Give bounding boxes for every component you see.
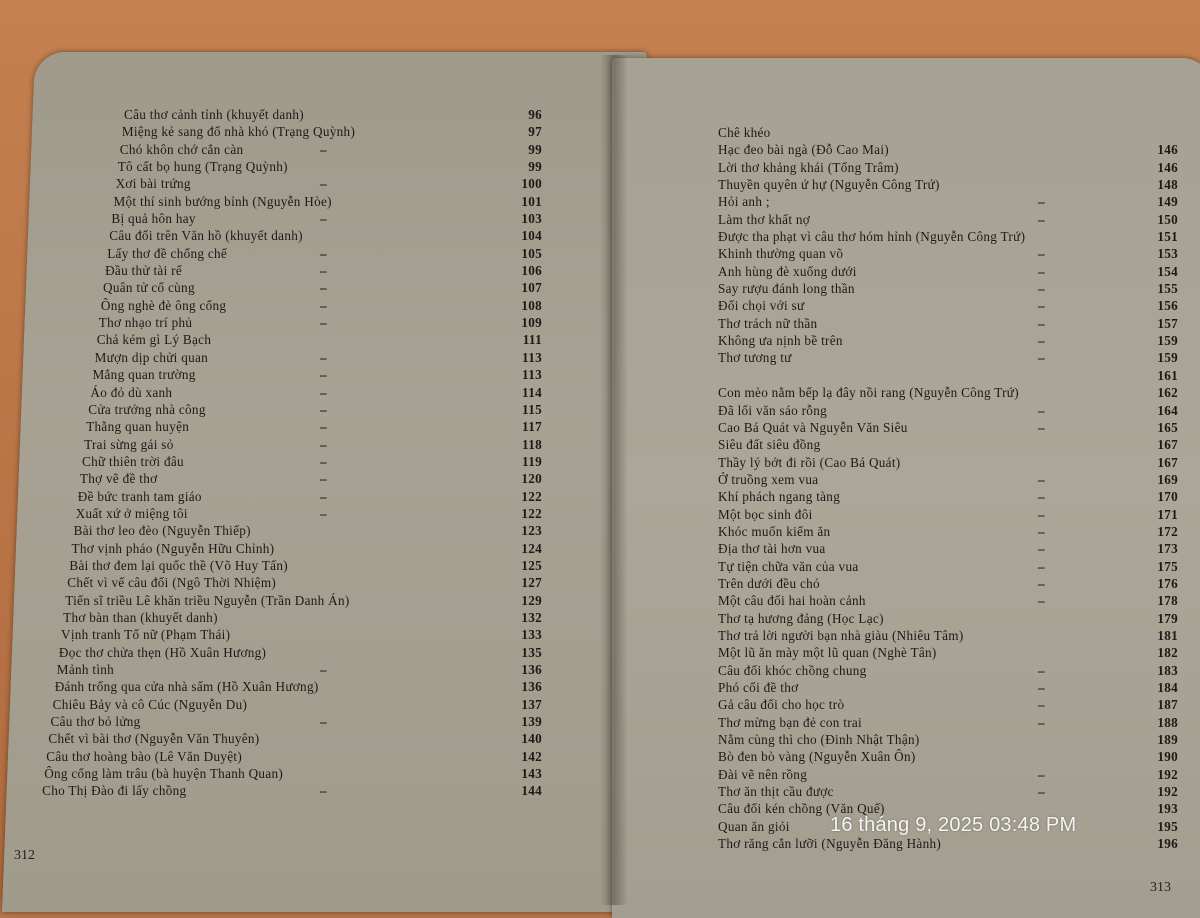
toc-entry [718,402,1188,419]
toc-entry-page: 189 [1157,732,1178,748]
toc-entry-title: Thơ bàn than (khuyết danh) [63,609,218,625]
toc-entry-page: 144 [521,783,542,799]
toc-entry [718,610,1188,627]
toc-entry-title: Một bọc sinh đôi [718,506,813,522]
toc-entry-page: 140 [521,731,542,747]
toc-entry [40,384,560,401]
toc-entry [40,175,560,192]
toc-entry-page: 136 [521,662,542,677]
toc-entry-title: Địa thơ tài hơn vua [718,541,826,557]
toc-entry-page: 96 [528,107,542,122]
right-page-number: 313 [1150,880,1171,895]
toc-entry-page: 106 [521,263,542,279]
toc-entry-dash: – [320,384,327,400]
toc-entry [40,470,560,487]
toc-entry-dash: – [320,419,327,435]
toc-entry-dash: – [320,297,327,313]
toc-entry-page: 146 [1157,142,1178,158]
toc-entry-dash: – [1038,558,1045,574]
toc-entry [40,678,560,695]
toc-entry [718,471,1188,488]
toc-entry-page: 179 [1157,610,1178,626]
toc-entry [40,540,560,557]
toc-entry-title: Được tha phạt vì câu thơ hóm hỉnh (Nguyễn Công Trứ) [718,229,1026,245]
toc-entry-title: Hỏi anh ; [718,194,770,210]
toc-entry-page: 100 [521,176,542,192]
toc-entry-dash: – [320,471,327,487]
toc-entry-title: Trên dưới đều chó [718,575,820,591]
toc-entry-page: 139 [521,714,542,730]
toc-entry-title: Chê khéo [718,125,771,140]
toc-entry [718,228,1188,245]
toc-entry-dash: – [1038,593,1045,609]
toc-entry-dash: – [1038,402,1045,418]
toc-entry-dash: – [1038,714,1045,730]
toc-entry-title: Gả câu đối cho học trò [718,697,845,713]
toc-entry-title: Chết vì vế câu đối (Ngô Thời Nhiệm) [67,575,277,591]
toc-entry-page: 123 [521,523,542,539]
toc-entry-title: Khinh thường quan võ [718,246,844,262]
toc-entry [40,297,560,314]
toc-entry [40,748,560,765]
toc-entry-dash: – [320,453,327,469]
toc-entry-title: Thơ mừng bạn đẻ con trai [718,714,863,730]
toc-entry-title: Đầu thử tài rể [105,263,182,279]
toc-entry [40,262,560,279]
book-gutter [600,55,628,905]
toc-entry [718,488,1188,505]
toc-entry-dash: – [1038,350,1045,366]
toc-entry-title: Ở truồng xem vua [718,471,819,487]
toc-entry-page: 132 [521,609,542,625]
toc-entry [40,488,560,505]
toc-entry-title: Thơ trả lời người bạn nhà giàu (Nhiêu Tâm) [718,627,964,643]
toc-entry-title: Siêu đất siêu đồng [718,437,821,453]
toc-entry-page: 124 [521,540,542,556]
toc-entry-title: Đề bức tranh tam giáo [77,488,202,504]
toc-entry-page: 171 [1157,506,1178,522]
toc-entry [718,263,1188,280]
toc-entry-title: Đã lối văn sáo rỗng [718,402,827,418]
toc-entry-title: Miệng kẻ sang đố nhà khó (Trạng Quỳnh) [121,124,356,140]
toc-entry [40,782,560,799]
toc-entry [718,558,1188,575]
toc-entry-page: 125 [521,557,542,573]
toc-entry [718,592,1188,609]
toc-entry [40,592,560,609]
toc-entry-title: Cửa trướng nhà công [88,401,206,417]
toc-entry-page: 192 [1157,766,1178,782]
toc-entry-title: Nằm cùng thì cho (Đinh Nhật Thận) [718,732,920,748]
toc-entry-title: Thơ tạ hương đảng (Học Lạc) [718,610,884,626]
toc-entry-page: 182 [1157,645,1178,661]
toc-entry-title: Chữ thiên trời đâu [82,453,184,469]
toc-entry-page: 153 [1157,246,1178,262]
toc-entry-title: Câu thơ bỏ lửng [50,714,141,730]
toc-entry-page: 133 [521,627,542,643]
toc-entry-page: 183 [1157,662,1178,678]
toc-entry-title: Mượn dịp chửi quan [94,349,209,365]
toc-entry-dash: – [1038,541,1045,557]
toc-entry-page: 120 [521,471,542,487]
toc-entry-title: Chó khôn chớ cắn càn [119,141,244,157]
toc-entry-page: 167 [1157,437,1178,453]
toc-entry-title: Tô cất bọ hung (Trạng Quỳnh) [117,159,288,175]
toc-entry-dash: – [1038,697,1045,713]
toc-entry [718,349,1188,366]
toc-entry-page: 142 [521,748,542,764]
toc-entry-title: Anh hùng đè xuống dưới [718,263,857,279]
toc-entry [718,627,1188,644]
toc-entry-dash: – [1038,489,1045,505]
toc-entry-page: 162 [1157,385,1178,401]
toc-entry [40,453,560,470]
toc-entry-title: Mảnh tình [56,662,115,677]
toc-entry-dash: – [320,714,327,730]
toc-entry-page: 119 [522,453,542,469]
toc-entry-page: 195 [1157,818,1178,834]
toc-entry-title: Một lũ ăn mày một lũ quan (Nghè Tân) [718,645,937,661]
toc-entry-page: 135 [521,644,542,660]
toc-entry-dash: – [320,401,327,417]
toc-entry [718,748,1188,765]
toc-entry-title: Thằng quan huyện [86,419,190,435]
toc-entry-title: Thơ trách nữ thần [718,315,818,331]
toc-entry-title: Thầy lý bớt đi rồi (Cao Bá Quát) [718,454,901,470]
toc-entry-dash: – [320,211,327,227]
toc-entry-dash: – [320,436,327,452]
toc-entry-page: 122 [521,488,542,504]
toc-entry [40,193,560,210]
toc-entry-page: 122 [521,505,542,521]
right-table-of-contents [718,124,1188,852]
toc-entry-dash: – [320,176,327,192]
toc-entry [40,557,560,574]
toc-entry-page: 175 [1157,558,1178,574]
toc-entry [718,193,1188,210]
toc-entry-title: Phó cối đề thơ [718,680,799,695]
toc-entry [40,418,560,435]
toc-entry-title: Khí phách ngang tàng [718,489,841,505]
toc-entry-page: 114 [522,384,542,400]
toc-entry-page: 192 [1157,784,1178,800]
toc-entry [40,279,560,296]
toc-entry-page: 113 [522,349,542,365]
timestamp-overlay: 16 tháng 9, 2025 03:48 PM [830,814,1077,836]
toc-entry [40,123,560,140]
toc-entry-page: 154 [1157,263,1178,279]
toc-entry-dash: – [1038,506,1045,522]
toc-entry-title: Lấy thơ đề chống chế [107,245,228,261]
toc-entry-dash: – [320,315,327,331]
toc-entry [718,280,1188,297]
toc-entry-title: Câu thơ hoàng bào (Lê Văn Duyệt) [46,748,243,764]
toc-entry-title: Xơi bài trứng [115,176,191,192]
toc-entry-page: 159 [1157,350,1178,366]
toc-entry [40,713,560,730]
toc-entry [40,626,560,643]
toc-entry-dash: – [320,488,327,504]
toc-entry-page: 188 [1157,714,1178,730]
toc-entry-dash: – [1038,766,1045,782]
toc-entry-title: Hạc đeo bài ngà (Đỗ Cao Mai) [718,142,889,158]
toc-entry-dash: – [1038,246,1045,262]
toc-entry-page: 136 [521,679,542,695]
toc-entry-title: Đối chọi với sư [718,298,805,314]
toc-entry-page: 101 [521,193,542,209]
toc-entry [40,210,560,227]
toc-entry-dash: – [320,783,327,799]
toc-entry-title: Chết vì bài thơ (Nguyễn Văn Thuyên) [48,731,260,747]
toc-entry-dash: – [1038,211,1045,227]
toc-entry [718,124,1188,141]
toc-entry-page: 109 [521,315,542,331]
toc-entry-page: 97 [528,124,542,140]
toc-entry-page: 151 [1157,229,1178,245]
toc-entry-title: Ông cống làm trâu (bà huyện Thanh Quan) [44,766,284,782]
toc-entry [40,401,560,418]
toc-entry [718,245,1188,262]
toc-entry-page: 184 [1157,680,1178,695]
toc-entry-page: 129 [521,592,542,608]
toc-entry-page: 156 [1157,298,1178,314]
toc-entry [718,714,1188,731]
toc-entry-dash: – [320,662,327,677]
toc-entry [718,835,1188,852]
toc-entry-title: Thuyền quyên ứ hự (Nguyễn Công Trứ) [718,177,940,193]
toc-entry-title: Thơ ăn thịt cầu được [718,784,834,800]
toc-entry-title: Câu đối trên Văn hồ (khuyết danh) [109,228,303,244]
toc-entry-dash: – [320,280,327,296]
toc-entry-title: Mắng quan trường [92,367,196,383]
left-page-number: 312 [14,848,35,863]
toc-entry-page: 107 [521,280,542,296]
toc-entry-page: 159 [1157,333,1178,349]
toc-entry-dash: – [1038,523,1045,539]
toc-entry [40,522,560,539]
toc-entry-page: 178 [1157,593,1178,609]
toc-entry-title: Bài thơ đem lại quốc thề (Võ Huy Tấn) [69,557,288,573]
toc-entry-page: 187 [1157,697,1178,713]
toc-entry-title: Bò đen bò vàng (Nguyễn Xuân Ôn) [718,749,916,765]
toc-entry [40,141,560,158]
toc-entry-dash: – [1038,419,1045,435]
toc-entry-title: Đánh trống qua cửa nhà sấm (Hồ Xuân Hương) [54,679,319,695]
toc-entry-title: Bị quả hôn hay [111,211,196,227]
toc-entry-dash: – [1038,263,1045,279]
toc-entry-page: 104 [521,228,542,244]
toc-entry [718,679,1188,696]
toc-entry-page: 137 [521,696,542,712]
toc-entry [40,331,560,348]
toc-entry-page: 172 [1157,523,1178,539]
toc-entry-title: Một câu đối hai hoàn cảnh [718,593,866,609]
toc-entry-page: 99 [528,141,542,157]
toc-entry [40,436,560,453]
toc-entry [718,367,1188,384]
toc-entry-page: 103 [521,211,542,227]
toc-entry-page: 150 [1157,211,1178,227]
toc-entry-title: Quan ăn giỏi [718,818,790,834]
toc-entry-dash: – [1038,784,1045,800]
toc-entry-dash: – [1038,471,1045,487]
toc-entry [718,540,1188,557]
toc-entry-page: 173 [1157,541,1178,557]
toc-entry [718,384,1188,401]
toc-entry [40,245,560,262]
toc-entry [718,315,1188,332]
toc-entry [40,158,560,175]
toc-entry-page: 146 [1157,159,1178,175]
toc-entry-page: 105 [521,245,542,261]
toc-entry-dash: – [320,505,327,521]
toc-entry [718,731,1188,748]
toc-entry-dash: – [1038,662,1045,678]
toc-entry-dash: – [320,245,327,261]
toc-entry-page: 196 [1157,836,1178,852]
toc-entry-dash: – [320,349,327,365]
toc-entry-title: Chiêu Bảy và cô Cúc (Nguyễn Du) [52,696,248,712]
toc-entry-page: 148 [1157,177,1178,193]
toc-entry [40,227,560,244]
toc-entry [40,314,560,331]
toc-entry-title: Thơ tương tư [718,350,792,366]
toc-entry [718,783,1188,800]
toc-entry [40,574,560,591]
toc-entry-page: 161 [1157,367,1178,383]
toc-entry-title: Áo đỏ dù xanh [90,384,173,400]
toc-entry-title: Con mèo nằm bếp lạ đây nồi rang (Nguyễn Công Trứ) [718,385,1019,401]
toc-entry-dash: – [1038,575,1045,591]
toc-entry [718,159,1188,176]
toc-entry-page: 167 [1157,454,1178,470]
toc-entry-title: Tiến sĩ triều Lê khăn triều Nguyễn (Trần Danh Án) [65,592,350,608]
toc-entry-title: Quân tử cố cùng [103,280,195,296]
toc-entry-page: 115 [522,401,542,417]
toc-entry [718,766,1188,783]
toc-entry-dash: – [1038,281,1045,297]
toc-entry [40,644,560,661]
toc-entry [718,575,1188,592]
toc-entry [718,419,1188,436]
toc-entry-page: 149 [1157,194,1178,210]
toc-entry-page: 108 [521,297,542,313]
left-table-of-contents [40,106,560,800]
toc-entry-title: Tự tiện chữa văn của vua [718,558,859,574]
toc-entry-page: 181 [1157,627,1178,643]
toc-entry-page: 190 [1157,749,1178,765]
toc-entry-title: Thơ nhạo trí phủ [98,315,193,331]
toc-entry-page: 164 [1157,402,1178,418]
toc-entry-page: 143 [521,766,542,782]
toc-entry-title: Khóc muốn kiếm ăn [718,523,831,539]
toc-entry-dash: – [1038,194,1045,210]
toc-entry-title: Câu đối kén chồng (Văn Quế) [718,801,885,817]
toc-entry-title: Lời thơ khảng khái (Tống Trâm) [718,159,899,175]
toc-entry-dash: – [320,141,327,157]
toc-entry-title: Đọc thơ chửa thẹn (Hồ Xuân Hương) [58,644,267,660]
toc-entry [718,662,1188,679]
toc-entry-dash: – [1038,298,1045,314]
toc-entry [718,141,1188,158]
toc-entry-page: 155 [1157,281,1178,297]
toc-entry [718,644,1188,661]
toc-entry-title: Thơ răng cắn lưỡi (Nguyễn Đăng Hành) [718,836,942,852]
toc-entry-page: 176 [1157,575,1178,591]
toc-entry-title: Không ưa nịnh bề trên [718,333,843,349]
toc-entry-dash: – [1038,333,1045,349]
toc-entry-title: Câu thơ cảnh tỉnh (khuyết danh) [124,107,304,122]
toc-entry-title: Thợ vẽ đề thơ [79,471,158,487]
toc-entry-title: Vịnh tranh Tố nữ (Phạm Thái) [61,627,231,643]
toc-entry [718,436,1188,453]
toc-entry [718,211,1188,228]
toc-entry [40,609,560,626]
toc-entry-page: 113 [522,367,542,383]
toc-entry-dash: – [320,367,327,383]
toc-entry-title: Bài thơ leo đèo (Nguyễn Thiếp) [73,523,251,539]
toc-entry-title: Cho Thị Đào đi lấy chồng [42,783,187,799]
toc-entry [40,106,560,123]
toc-entry [718,454,1188,471]
toc-entry-dash: – [1038,315,1045,331]
toc-entry-title: Xuất xứ ở miệng tôi [75,505,188,521]
toc-entry-title: Câu đối khóc chồng chung [718,662,867,678]
toc-entry-title: Ông nghè đè ông cống [100,297,227,313]
toc-entry-page: 127 [521,575,542,591]
toc-entry [718,523,1188,540]
toc-entry-title: Say rượu đánh long thần [718,281,855,297]
toc-entry [718,332,1188,349]
toc-entry-dash: – [320,263,327,279]
toc-entry-page: 111 [522,332,542,348]
toc-entry [40,349,560,366]
toc-entry-page: 157 [1157,315,1178,331]
toc-entry [718,176,1188,193]
toc-entry-title: Chả kém gì Lý Bạch [96,332,212,348]
toc-entry-page: 117 [522,419,542,435]
toc-entry-page: 170 [1157,489,1178,505]
toc-entry [40,696,560,713]
toc-entry-title: Đài vẽ nên rồng [718,766,808,782]
toc-entry-title: Cao Bá Quát và Nguyễn Văn Siêu [718,419,908,435]
toc-entry [40,765,560,782]
toc-entry-title: Một thí sinh bướng bỉnh (Nguyễn Hòe) [113,193,332,209]
toc-entry [718,696,1188,713]
toc-entry-title: Làm thơ khất nợ [718,211,811,227]
toc-entry-page: 169 [1157,471,1178,487]
toc-entry-title: Thơ vịnh pháo (Nguyễn Hữu Chỉnh) [71,540,275,556]
toc-entry-page: 99 [528,159,542,175]
toc-entry-title: Trai sừng gái sỏ [84,436,174,452]
toc-entry [718,297,1188,314]
toc-entry-page: 165 [1157,419,1178,435]
toc-entry [40,366,560,383]
toc-entry-page: 193 [1157,801,1178,817]
toc-entry [718,506,1188,523]
toc-entry-dash: – [1038,680,1045,695]
toc-entry-page: 118 [522,436,542,452]
toc-entry [40,505,560,522]
toc-entry [40,661,560,678]
toc-entry [40,730,560,747]
